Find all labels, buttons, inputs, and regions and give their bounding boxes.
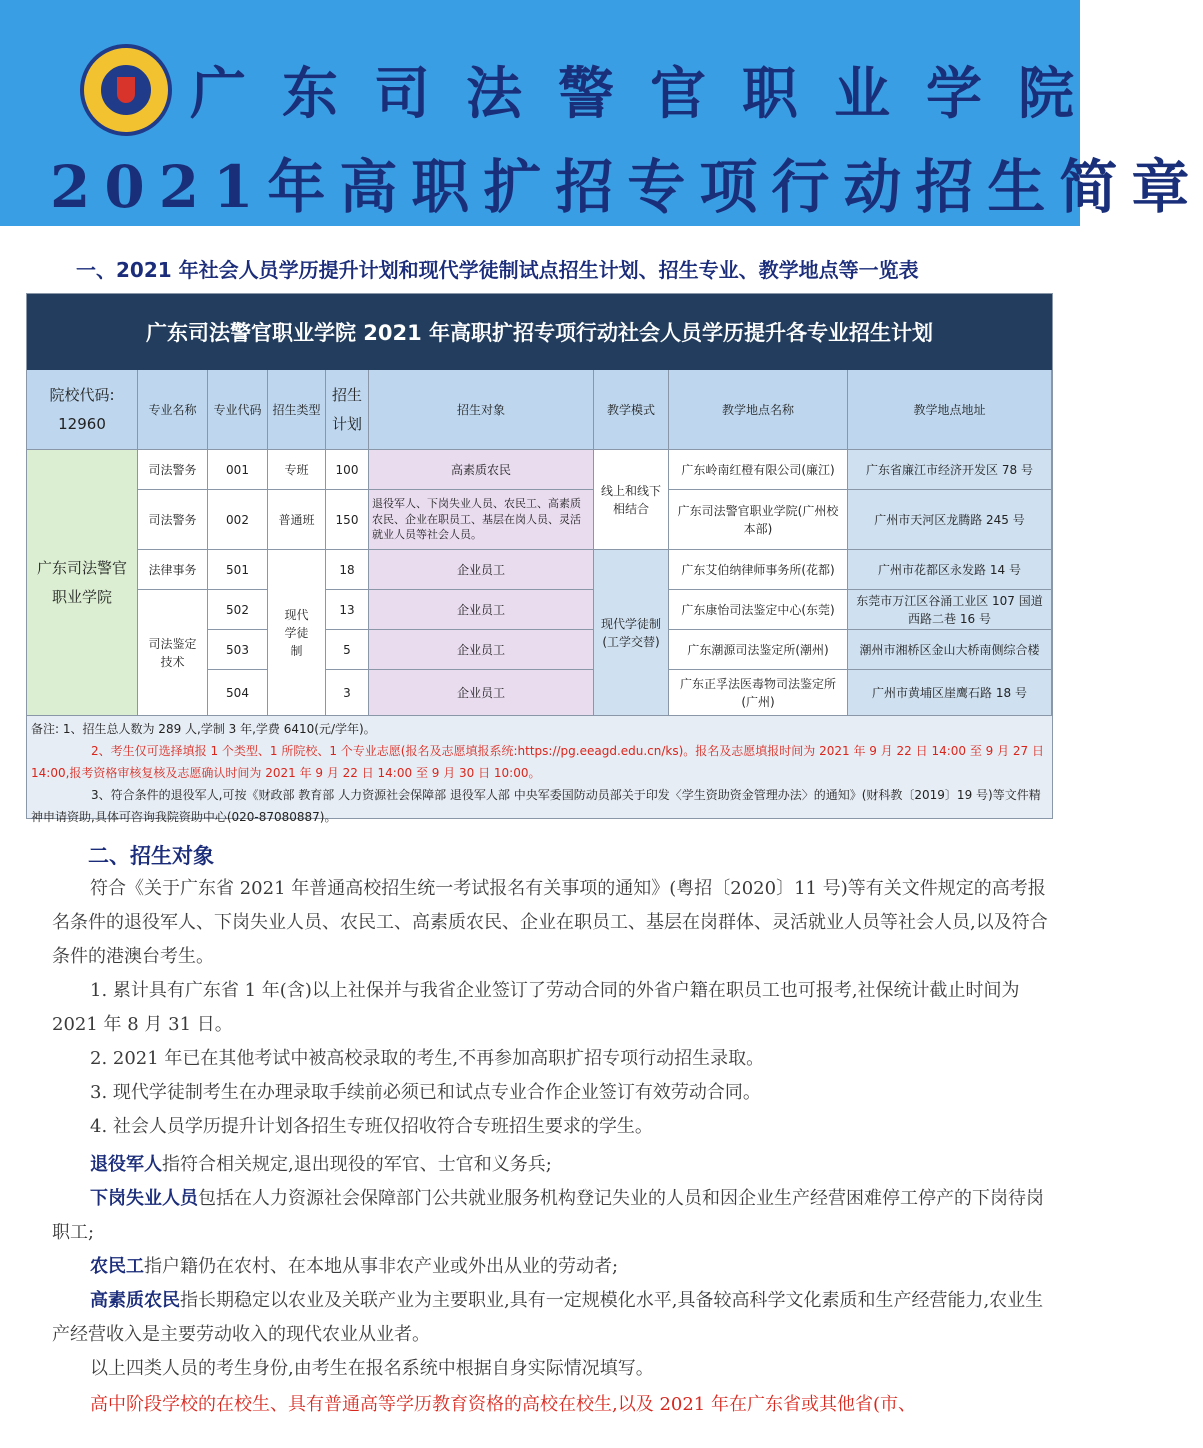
definition-unemployed bbox=[52, 1182, 1057, 1250]
identity-note: 以上四类人员的考生身份,由考生在报名系统中根据自身实际情况填写。 bbox=[90, 1358, 654, 1379]
header-type: 招生类型 bbox=[268, 370, 326, 450]
row1-site-name: 广东岭南红橙有限公司(廉江) bbox=[669, 450, 848, 490]
definition-farmers bbox=[52, 1284, 1057, 1352]
row3-plan: 18 bbox=[326, 550, 369, 590]
row5-target: 企业员工 bbox=[369, 630, 594, 670]
enrollment-plan-table bbox=[26, 293, 1053, 824]
def-veterans: 指符合相关规定,退出现役的军官、士官和义务兵; bbox=[162, 1154, 552, 1175]
row3-code: 501 bbox=[208, 550, 268, 590]
mode-blended: 线上和线下相结合 bbox=[594, 450, 669, 550]
row5-site-addr: 潮州市湘桥区金山大桥南侧综合楼 bbox=[848, 630, 1052, 670]
row5-site-name: 广东潮源司法鉴定所(潮州) bbox=[669, 630, 848, 670]
header-mode: 教学模式 bbox=[594, 370, 669, 450]
header-target: 招生对象 bbox=[369, 370, 594, 450]
mode-apprentice: 现代学徒制(工学交替) bbox=[594, 550, 669, 716]
row3-major: 法律事务 bbox=[138, 550, 208, 590]
header-site-addr: 教学地点地址 bbox=[848, 370, 1052, 450]
section1-title: 一、2021 年社会人员学历提升计划和现代学徒制试点招生计划、招生专业、教学地点等一览表 bbox=[76, 258, 919, 282]
header-code: 专业代码 bbox=[208, 370, 268, 450]
definition-veterans bbox=[52, 1148, 1057, 1182]
school-code-cell bbox=[27, 370, 138, 450]
row4-site-name: 广东康怡司法鉴定中心(东莞) bbox=[669, 590, 848, 630]
type-apprentice: 现代学徒制 bbox=[268, 550, 326, 716]
header-plan-line1: 招生 bbox=[331, 386, 362, 404]
school-emblem-icon bbox=[80, 44, 172, 136]
row1-code: 001 bbox=[208, 450, 268, 490]
emblem-inner bbox=[98, 62, 154, 118]
eligibility-paragraph: 符合《关于广东省 2021 年普通高校招生统一考试报名有关事项的通知》(粤招〔2020〕11 号)等有关文件规定的高考报名条件的退役军人、下岗失业人员、农民工、高素质农民、企业在职员工、基层在岗群体、灵活就业人员等社会人员,以及符合条件的港澳台考生。 bbox=[52, 878, 1048, 967]
header-plan-line2: 计划 bbox=[331, 414, 362, 433]
excluded-candidates: 高中阶段学校的在校生、具有普通高等学历教育资格的高校在校生,以及 2021 年在广东省或其他省(市、 bbox=[90, 1394, 916, 1415]
row1-major: 司法警务 bbox=[138, 450, 208, 490]
row6-code: 504 bbox=[208, 670, 268, 716]
row6-plan: 3 bbox=[326, 670, 369, 716]
school-cell: 广东司法警官职业学院 bbox=[27, 450, 138, 716]
header-major: 专业名称 bbox=[138, 370, 208, 450]
term-migrant-workers: 农民工 bbox=[90, 1256, 144, 1277]
row5-code: 503 bbox=[208, 630, 268, 670]
table-title: 广东司法警官职业学院 2021 年高职扩招专项行动社会人员学历提升各专业招生计划 bbox=[27, 294, 1052, 370]
row1-target: 高素质农民 bbox=[369, 450, 594, 490]
rule-1: 1. 累计具有广东省 1 年(含)以上社保并与我省企业签订了劳动合同的外省户籍在职员工也可报考,社保统计截止时间为 2021 年 8 月 31 日。 bbox=[52, 980, 1020, 1035]
row3-site-name: 广东艾伯纳律师事务所(花都) bbox=[669, 550, 848, 590]
row2-major: 司法警务 bbox=[138, 490, 208, 550]
row2-target: 退役军人、下岗失业人员、农民工、高素质农民、企业在职员工、基层在岗人员、灵活就业人员等社会人员。 bbox=[369, 490, 594, 550]
header-banner bbox=[0, 0, 1203, 226]
rule-2: 2. 2021 年已在其他考试中被高校录取的考生,不再参加高职扩招专项行动招生录取。 bbox=[90, 1048, 765, 1069]
row4-target: 企业员工 bbox=[369, 590, 594, 630]
def-farmers: 指长期稳定以农业及关联产业为主要职业,具有一定规模化水平,具备较高科学文化素质和生产经营能力,农业生产经营收入是主要劳动收入的现代农业从业者。 bbox=[52, 1290, 1044, 1345]
row6-site-addr: 广州市黄埔区崖鹰石路 18 号 bbox=[848, 670, 1052, 716]
emblem-shield bbox=[117, 77, 135, 103]
school-name-heading: 广东司法警官职业学院 bbox=[190, 61, 1110, 127]
major-forensic: 司法鉴定技术 bbox=[138, 590, 208, 716]
school-code-value: 12960 bbox=[58, 414, 106, 433]
row6-target: 企业员工 bbox=[369, 670, 594, 716]
definition-migrant-workers bbox=[52, 1250, 1057, 1284]
note-3: 3、符合条件的退役军人,可按《财政部 教育部 人力资源社会保障部 退役军人部 中央军委国防动员部关于印发〈学生资助资金管理办法〉的通知》(财科教〔2019〕19 号)等文件精神申请资助,具体可咨询我院资助中心(020-87080887)。 bbox=[31, 788, 1041, 824]
term-veterans: 退役军人 bbox=[90, 1154, 162, 1175]
row2-type: 普通班 bbox=[268, 490, 326, 550]
term-farmers: 高素质农民 bbox=[90, 1290, 180, 1311]
row2-site-addr: 广州市天河区龙腾路 245 号 bbox=[848, 490, 1052, 550]
term-unemployed: 下岗失业人员 bbox=[90, 1188, 198, 1209]
header-site-name: 教学地点名称 bbox=[669, 370, 848, 450]
table-notes bbox=[27, 716, 1052, 824]
note-2: 2、考生仅可选择填报 1 个类型、1 所院校、1 个专业志愿(报名及志愿填报系统:https://pg.eeagd.edu.cn/ks)。报名及志愿填报时间为 2021 年 9 月 22 日 14:00 至 9 月 27 日 14:00,报考资格审核复核及志愿确认时间为 2021 年 9 月 22 日 14:00 至 9 月 30 日 10:00。 bbox=[31, 744, 1045, 780]
row1-type: 专班 bbox=[268, 450, 326, 490]
row3-target: 企业员工 bbox=[369, 550, 594, 590]
row4-code: 502 bbox=[208, 590, 268, 630]
row5-plan: 5 bbox=[326, 630, 369, 670]
row2-site-name: 广东司法警官职业学院(广州校本部) bbox=[669, 490, 848, 550]
row4-plan: 13 bbox=[326, 590, 369, 630]
def-unemployed: 包括在人力资源社会保障部门公共就业服务机构登记失业的人员和因企业生产经营困难停工停产的下岗待岗职工; bbox=[52, 1188, 1044, 1243]
row2-plan: 150 bbox=[326, 490, 369, 550]
header-plan bbox=[326, 370, 369, 450]
row3-site-addr: 广州市花都区永发路 14 号 bbox=[848, 550, 1052, 590]
brochure-subtitle: 2021年高职扩招专项行动招生简章 bbox=[50, 153, 1203, 221]
row1-site-addr: 广东省廉江市经济开发区 78 号 bbox=[848, 450, 1052, 490]
rule-4: 4. 社会人员学历提升计划各招生专班仅招收符合专班招生要求的学生。 bbox=[90, 1116, 653, 1137]
section2-title: 二、招生对象 bbox=[88, 844, 214, 868]
row2-code: 002 bbox=[208, 490, 268, 550]
row4-site-addr: 东莞市万江区谷涌工业区 107 国道西路二巷 16 号 bbox=[848, 590, 1052, 630]
note-1: 备注: 1、招生总人数为 289 人,学制 3 年,学费 6410(元/学年)。 bbox=[31, 722, 376, 736]
row1-plan: 100 bbox=[326, 450, 369, 490]
row6-site-name: 广东正孚法医毒物司法鉴定所(广州) bbox=[669, 670, 848, 716]
school-code-label: 院校代码: bbox=[49, 386, 115, 404]
rule-3: 3. 现代学徒制考生在办理录取手续前必须已和试点专业合作企业签订有效劳动合同。 bbox=[90, 1082, 761, 1103]
def-migrant-workers: 指户籍仍在农村、在本地从事非农产业或外出从业的劳动者; bbox=[144, 1256, 619, 1277]
